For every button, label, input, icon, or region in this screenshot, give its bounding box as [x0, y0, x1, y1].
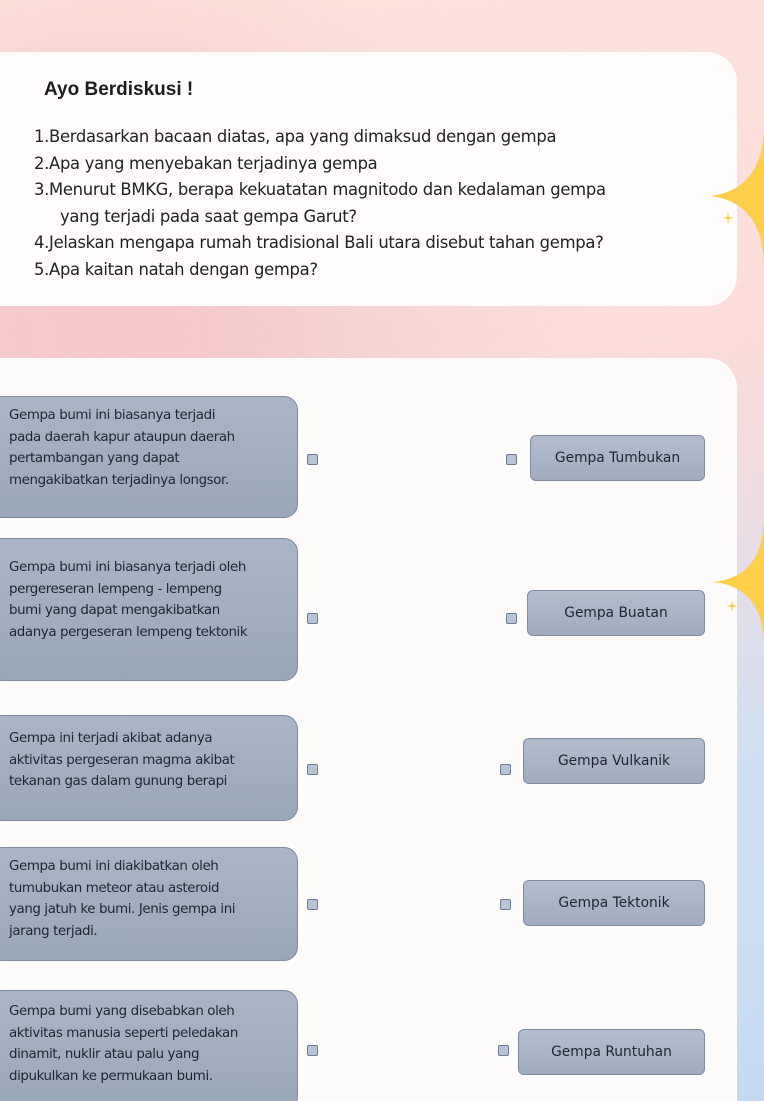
connector-dot-right-4[interactable] [500, 899, 511, 910]
term-box-2[interactable] [527, 590, 705, 636]
connector-dot-left-3[interactable] [307, 764, 318, 775]
question-1: 1.Berdasarkan bacaan diatas, apa yang dimaksud dengan gempa [34, 127, 557, 146]
description-line: Gempa bumi ini diakibatkan oleh [9, 859, 219, 874]
sparkle-icon [710, 128, 764, 264]
question-list [34, 124, 734, 283]
connector-dot-right-1[interactable] [506, 454, 517, 465]
description-line: Gempa bumi ini biasanya terjadi [9, 408, 216, 423]
description-box-3[interactable] [0, 715, 298, 821]
description-box-4[interactable] [0, 847, 298, 961]
description-line: Gempa bumi ini biasanya terjadi oleh [9, 560, 246, 575]
question-2: 2.Apa yang menyebakan terjadinya gempa [34, 153, 378, 173]
question-3-continued: yang terjadi pada saat gempa Garut? [60, 206, 357, 226]
description-line: pertambangan yang dapat [9, 451, 180, 467]
term-box-4[interactable] [523, 880, 705, 926]
description-box-5[interactable] [0, 990, 298, 1101]
question-5: 5.Apa kaitan natah dengan gempa? [34, 259, 318, 279]
term-box-5[interactable] [518, 1029, 705, 1075]
term-label: Gempa Tektonik [558, 895, 670, 911]
description-line: Gempa ini terjadi akibat adanya [9, 731, 213, 746]
discussion-title: Ayo Berdiskusi ! [44, 79, 194, 100]
description-line: aktivitas pergeseran magma akibat [9, 752, 235, 768]
description-line: tumubukan meteor atau asteroid [9, 880, 220, 896]
connector-dot-left-4[interactable] [307, 899, 318, 910]
description-line: jarang terjadi. [9, 923, 98, 939]
description-line: tekanan gas dalam gunung berapi [9, 774, 227, 790]
description-line: pergereseran lempeng - lempeng [9, 581, 222, 597]
term-box-1[interactable] [530, 435, 705, 481]
description-line: adanya pergeseran lempeng tektonik [9, 624, 248, 640]
description-line: aktivitas manusia seperti peledakan [9, 1025, 238, 1041]
question-3: 3.Menurut BMKG, berapa kekuatatan magnitodo dan kedalaman gempa [34, 180, 606, 199]
connector-dot-right-3[interactable] [500, 764, 511, 775]
small-sparkle-icon [726, 600, 738, 612]
description-box-1[interactable] [0, 396, 298, 518]
connector-dot-right-5[interactable] [498, 1045, 509, 1056]
term-label: Gempa Tumbukan [554, 450, 681, 466]
description-line: dipukulkan ke permukaan bumi. [9, 1068, 213, 1084]
connector-dot-right-2[interactable] [506, 613, 517, 624]
term-label: Gempa Buatan [564, 605, 668, 621]
description-line: yang jatuh ke bumi. Jenis gempa ini [9, 902, 236, 918]
small-sparkle-icon [722, 212, 734, 224]
connector-dot-left-5[interactable] [307, 1045, 318, 1056]
description-line: dinamit, nuklir atau palu yang [9, 1047, 200, 1063]
description-line: Gempa bumi yang disebabkan oleh [9, 1004, 235, 1019]
term-label: Gempa Vulkanik [557, 753, 671, 769]
connector-dot-left-1[interactable] [307, 454, 318, 465]
question-4: 4.Jelaskan mengapa rumah tradisional Bali utara disebut tahan gempa? [34, 233, 604, 252]
description-box-2[interactable] [0, 538, 298, 681]
description-line: pada daerah kapur ataupun daerah [9, 429, 235, 445]
description-line: mengakibatkan terjadinya longsor. [9, 472, 229, 488]
sparkle-icon [712, 520, 764, 644]
description-line: bumi yang dapat mengakibatkan [9, 603, 220, 619]
term-label: Gempa Runtuhan [551, 1044, 672, 1060]
term-box-3[interactable] [523, 738, 705, 784]
connector-dot-left-2[interactable] [307, 613, 318, 624]
